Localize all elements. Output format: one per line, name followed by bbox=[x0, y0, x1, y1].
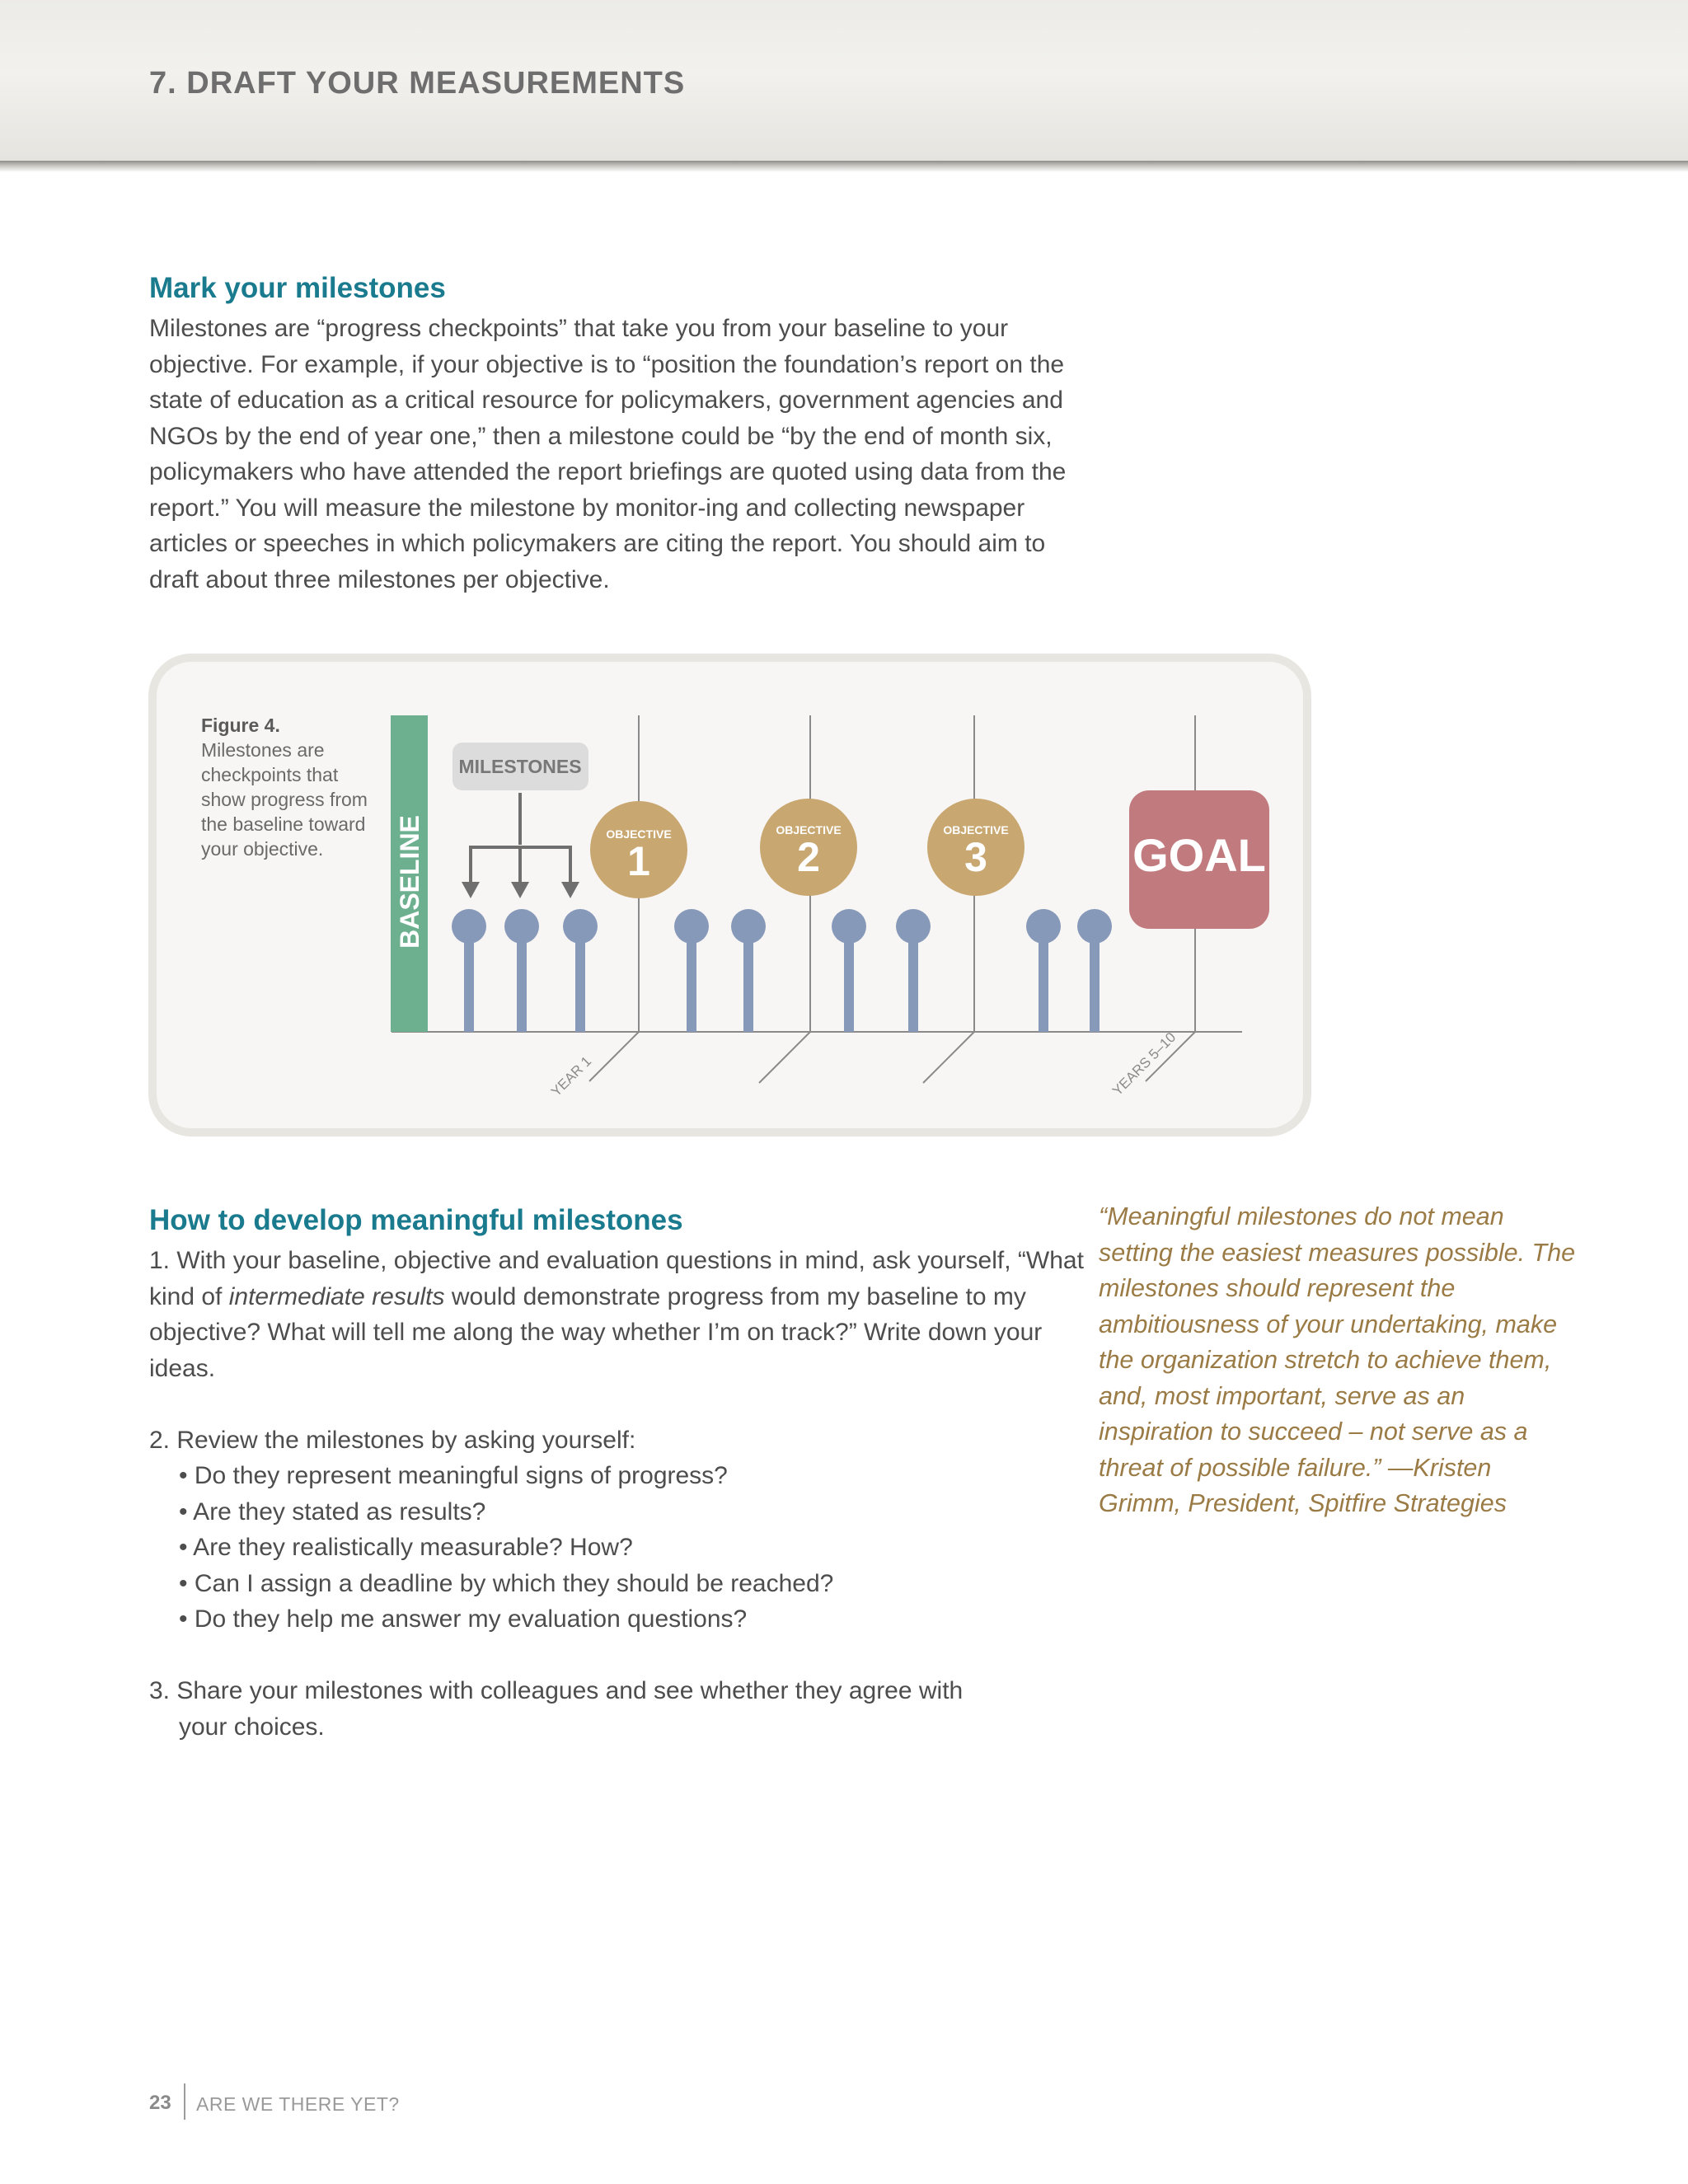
milestones-heading: Mark your milestones bbox=[149, 272, 446, 304]
milestone-pin bbox=[504, 909, 539, 1032]
milestone-pin-head bbox=[1077, 909, 1112, 944]
year-tick-3 bbox=[923, 1032, 974, 1083]
step-2: 2. Review the milestones by asking yourself: bbox=[149, 1426, 636, 1454]
milestones-arrowheads bbox=[462, 882, 579, 898]
year-tick-2 bbox=[759, 1032, 810, 1083]
objective-1 bbox=[590, 801, 687, 898]
bullet-item: • Do they represent meaningful signs of progress? bbox=[179, 1462, 728, 1489]
objective-3 bbox=[927, 799, 1025, 896]
year-1-label: YEAR 1 bbox=[548, 1053, 595, 1100]
milestone-pin bbox=[1077, 909, 1112, 1032]
goal-label: GOAL bbox=[1132, 829, 1266, 881]
figure-caption-text: Milestones are checkpoints that show progress from the baseline toward your objective. bbox=[201, 739, 368, 860]
objective-1-number: 1 bbox=[627, 838, 650, 884]
publication-title: ARE WE THERE YET? bbox=[196, 2093, 400, 2115]
milestone-pin-head bbox=[832, 909, 866, 944]
step-1-emphasis: intermediate results bbox=[228, 1282, 445, 1310]
objective-1-small-label: OBJECTIVE bbox=[606, 827, 672, 841]
objective-2-number: 2 bbox=[797, 834, 820, 880]
years-end-label: YEARS 5–10 bbox=[1109, 1029, 1179, 1099]
step-1: 1. With your baseline, objective and evaluation questions in mind, ask yourself, “What kind of intermediate results would demonstrate progress from my baseline to my objective? What will tell me along the way whether I’m on track?” Write down your ideas. bbox=[149, 1247, 1084, 1382]
step-3-line-2: your choices. bbox=[179, 1713, 325, 1741]
milestone-pins bbox=[452, 909, 1112, 1032]
milestone-pin bbox=[674, 909, 709, 1032]
milestone-pin bbox=[896, 909, 931, 1032]
milestone-pin-head bbox=[452, 909, 486, 944]
milestones-paragraph-text: Milestones are “progress checkpoints” that take you from your baseline to your objective. For example, if your objective is to “position the foundation’s report on the state of education as a critical resource for policymakers, government agencies and NGOs by the end of year one,” then a milestone could be “by the end of month six, policymakers who have attended the report briefings are quoted using data from the report.” You will measure the milestone by monitor-ing and collecting newspaper articles or speeches in which policymakers are citing the report. You should aim to draft about three milestones per objective. bbox=[149, 315, 1067, 593]
page-number: 23 bbox=[149, 2092, 171, 2114]
section-title: 7. DRAFT YOUR MEASUREMENTS bbox=[149, 66, 686, 101]
objective-2-small-label: OBJECTIVE bbox=[776, 823, 842, 837]
milestone-pin bbox=[1026, 909, 1061, 1032]
milestone-pin-head bbox=[674, 909, 709, 944]
objective-2 bbox=[760, 799, 857, 896]
milestone-pin-head bbox=[1026, 909, 1061, 944]
milestone-pin-head bbox=[896, 909, 931, 944]
figure-caption-label: Figure 4. bbox=[201, 715, 280, 736]
objective-3-number: 3 bbox=[964, 834, 987, 880]
step-3-line-1: 3. Share your milestones with colleagues and see whether they agree with bbox=[149, 1677, 964, 1704]
year-ticks bbox=[589, 1032, 1195, 1083]
footer-divider bbox=[184, 2083, 185, 2120]
develop-steps bbox=[149, 1243, 1089, 1745]
milestone-pin-head bbox=[563, 909, 598, 944]
milestone-pin-head bbox=[731, 909, 766, 944]
develop-heading: How to develop meaningful milestones bbox=[149, 1204, 683, 1236]
milestones-callout-label: MILESTONES bbox=[458, 756, 582, 777]
bullet-item: • Are they realistically measurable? How? bbox=[179, 1534, 633, 1561]
year-tick-1 bbox=[589, 1032, 639, 1081]
milestone-pin-head bbox=[504, 909, 539, 944]
milestone-pin bbox=[832, 909, 866, 1032]
milestone-pin bbox=[731, 909, 766, 1032]
bullet-item: • Do they help me answer my evaluation questions? bbox=[179, 1605, 748, 1633]
milestone-pin bbox=[563, 909, 598, 1032]
pull-quote: “Meaningful milestones do not mean setting the easiest measures possible. The milestones should represent the ambitiousness of your undertaking, make the organization stretch to achieve them, and, most important, serve as an inspiration to succeed – not serve as a threat of possible failure.” —Kristen Grimm, President, Spitfire Strategies bbox=[1099, 1202, 1576, 1517]
bullet-item: • Are they stated as results? bbox=[179, 1497, 486, 1526]
objective-3-small-label: OBJECTIVE bbox=[943, 823, 1009, 837]
bullet-item: • Can I assign a deadline by which they should be reached? bbox=[179, 1569, 834, 1597]
milestones-arrows bbox=[469, 793, 572, 886]
baseline-label: BASELINE bbox=[395, 815, 424, 949]
milestone-pin bbox=[452, 909, 486, 1032]
